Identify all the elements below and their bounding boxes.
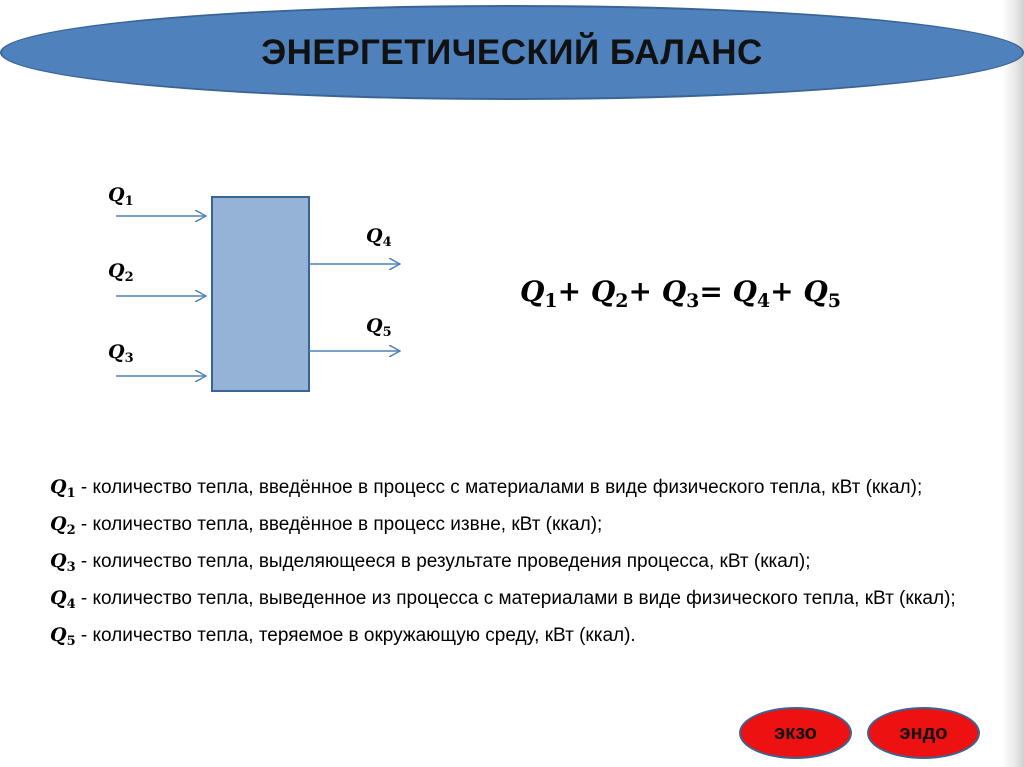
definition-q3: $Q_3$ - количество тепла, выделяющееся в результате проведения процесса, кВт (ккал); <box>50 550 811 575</box>
label-q3: $Q_3$ <box>108 341 134 366</box>
process-box <box>212 197 309 391</box>
definition-symbol: $Q_4$ <box>50 587 76 612</box>
exo-button[interactable]: экзо <box>739 707 852 759</box>
definition-q5: $Q_5$ - количество тепла, теряемое в окружающую среду, кВт (ккал). <box>50 624 636 649</box>
definition-q2: $Q_2$ - количество тепла, введённое в процесс извне, кВт (ккал); <box>50 513 603 538</box>
balance-equation: $Q_1+ Q_2+ Q_3= Q_4+ Q_5$ <box>520 275 841 312</box>
label-q5: $Q_5$ <box>366 315 392 340</box>
definition-symbol: $Q_2$ <box>50 513 76 538</box>
definitions-list <box>50 472 985 657</box>
definition-symbol: $Q_1$ <box>50 476 76 501</box>
page-title: ЭНЕРГЕТИЧЕСКИЙ БАЛАНС <box>261 32 763 72</box>
definition-symbol: $Q_3$ <box>50 550 76 575</box>
label-q1: $Q_1$ <box>108 184 134 209</box>
label-q4: $Q_4$ <box>366 225 392 250</box>
endo-button[interactable]: эндо <box>867 707 980 759</box>
definition-q1: $Q_1$ - количество тепла, введённое в процесс с материалами в виде физического тепла, кВт (ккал); <box>50 476 923 501</box>
label-q2: $Q_2$ <box>108 260 134 285</box>
definition-symbol: $Q_5$ <box>50 624 76 649</box>
definition-q4: $Q_4$ - количество тепла, выведенное из процесса с материалами в виде физического тепла, кВт (ккал); <box>50 587 956 612</box>
